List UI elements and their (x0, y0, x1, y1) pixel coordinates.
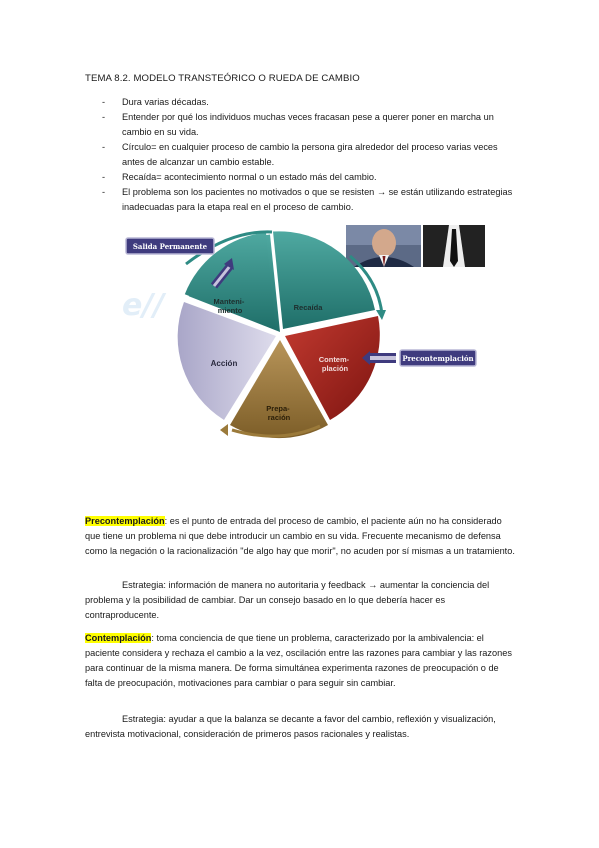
precontemplacion-term: Precontemplación (85, 516, 165, 526)
list-item: - Dura varias décadas. (85, 95, 515, 110)
label-contemplacion-2: plación (321, 364, 349, 373)
list-item: - Círculo= en cualquier proceso de cambio la persona gira alrededor del proceso varias veces antes de alcanzar un cambio estable. (102, 142, 498, 167)
label-preparacion-1: Prepa- (266, 404, 290, 413)
bullet-marker: - (102, 142, 106, 152)
label-mantenimiento-2: miento (217, 306, 243, 315)
estrategia-paragraph-1: Estrategia: información de manera no autoritaria y feedback → aumentar la conciencia del problema y la posibilidad de cambiar. Dar un consejo basado en lo que debería hacer es contraproducente. (85, 580, 490, 620)
salida-permanente-label: Salida Permanente (132, 242, 208, 251)
precontemplacion-label: Precontemplación (402, 354, 474, 363)
arrow-head-icon (220, 424, 228, 436)
contemplacion-paragraph: Contemplación: toma conciencia de que tiene un problema, caracterizado por la ambivalencia: el paciente considera y rechaza el cambio a la vez, oscilación entre las razones para cambiar y las razones para continuar de la misma manera. De forma simultánea experimenta razones de preocupación o de falta de preocupación, motivaciones para cambiar o para seguir sin cambiar. (85, 633, 512, 688)
svg-text:Manteni- miento (214, 297, 247, 315)
document-title: TEMA 8.2. MODELO TRANSTEÓRICO O RUEDA DE CAMBIO (85, 73, 360, 84)
bullet-marker: - (102, 172, 106, 182)
estrategia-paragraph-2: Estrategia: ayudar a que la balanza se decante a favor del cambio, reflexión y visualización, entrevista motivacional, consideración de primeros pasos racionales y realistas. (85, 714, 496, 739)
bullet-marker: - (102, 112, 106, 122)
watermark-logo: e// (122, 288, 165, 323)
bullet-marker: - (102, 187, 106, 197)
label-preparacion-2: ración (267, 413, 291, 422)
label-accion: Acción (210, 359, 238, 368)
contemplacion-term: Contemplación (85, 633, 152, 643)
label-recaida: Recaída (293, 303, 323, 312)
change-wheel-diagram (120, 220, 510, 450)
svg-text:Prepa- ración (266, 404, 291, 422)
label-mantenimiento-1: Manteni- (213, 297, 245, 306)
list-item: - El problema son los pacientes no motivados o que se resisten → se están utilizando estrategias inadecuadas para la etapa real en el proceso de cambio. (102, 187, 513, 212)
label-contemplacion-1: Contem- (318, 355, 350, 364)
list-item: - Entender por qué los individuos muchas veces fracasan pese a querer poner en marcha un cambio en su vida. (102, 112, 494, 137)
precontemplacion-paragraph: Precontemplación: es el punto de entrada del proceso de cambio, el paciente aún no ha considerado que tiene un problema ni que debe introducir un cambio en su vida. Frecuente mecanismo de defensa como la negación o la racionalización "de algo hay que morir", no acuden por sí mismas a un tratamiento. (85, 516, 515, 556)
segment-recaida (273, 231, 375, 329)
bullet-marker: - (102, 97, 106, 107)
svg-text:Contem- plación (319, 355, 352, 373)
bullet-list (85, 95, 515, 215)
list-item: - Recaída= acontecimiento normal o un estado más del cambio. (85, 170, 515, 185)
